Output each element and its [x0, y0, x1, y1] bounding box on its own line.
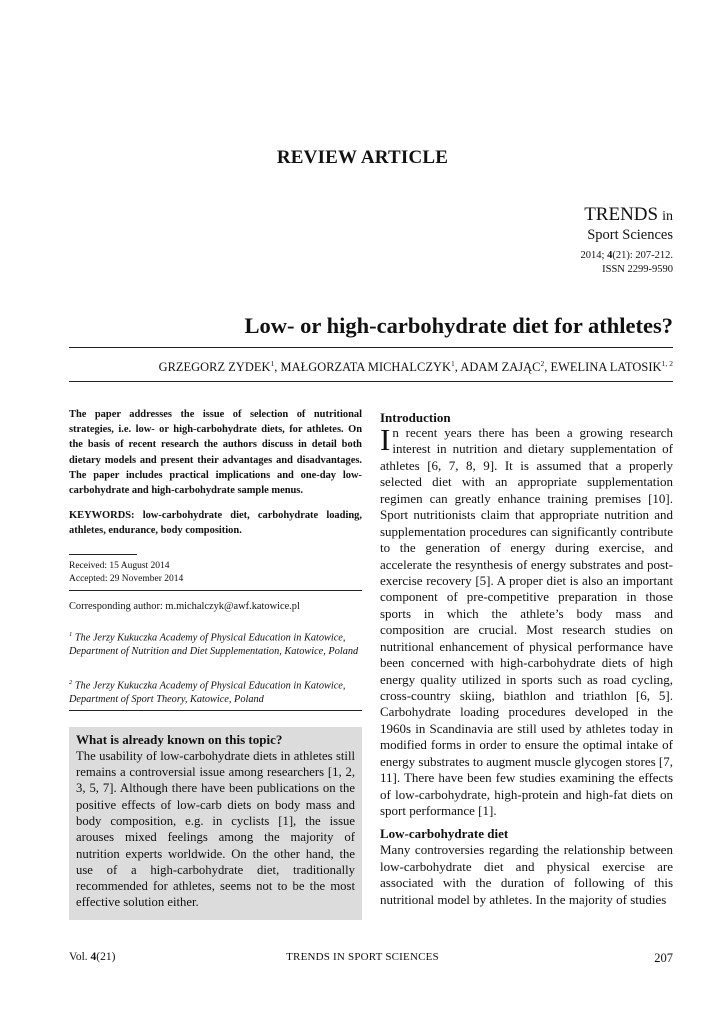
corresponding-author: Corresponding author: m.michalczyk@awf.katowice.pl: [69, 601, 300, 612]
author-affiliation-mark: 2: [540, 359, 545, 368]
footer-vol-issue: (21): [96, 951, 116, 963]
known-topic-box: [69, 727, 362, 920]
low-carb-paragraph: Many controversies regarding the relationship between low-carbohydrate diet and physical exercise are associated with the duration of following of this nutritional model by athletes. In the majority of studies: [380, 842, 673, 907]
title-rule: [69, 347, 673, 348]
low-carb-heading: Low-carbohydrate diet: [380, 826, 509, 841]
author-separator: ,: [544, 360, 551, 375]
affiliations-rule: [69, 710, 362, 711]
author-name: EWELINA LATOSIK: [550, 360, 662, 375]
affiliation-2-num: 2: [69, 679, 73, 686]
intro-heading: Introduction: [380, 410, 451, 425]
author-name: MAŁGORZATA MICHALCZYK: [280, 360, 451, 375]
issn: ISSN 2299-9590: [602, 264, 673, 275]
affiliation-2-text: The Jerzy Kukuczka Academy of Physical Education in Katowice, Department of Sport Theory, Katowice, Poland: [69, 680, 346, 706]
affiliation-1-num: 1: [69, 631, 73, 638]
footer-vol-number: 4: [90, 951, 97, 963]
author-affiliation-mark: 1, 2: [661, 359, 673, 368]
author-list: [159, 359, 673, 375]
authors-rule: [69, 381, 673, 382]
author-name: GRZEGORZ ZYDEK: [158, 360, 271, 375]
author-separator: ,: [454, 360, 461, 375]
known-topic-text: The usability of low-carbohydrate diets in athletes still remains a controversial issue among researchers [1, 2, 3, 5, 7]. Although there have been publications on the positive effects of low-carb diets on body mass and body composition, e.g. in cyclists [1], the issue arouses mixed feelings among the majority of nutrition experts worldwide. On the other hand, the use of a high-carbohydrate diet, traditionally recommended for athletes, seems not to be the most effective solution either.: [76, 748, 355, 910]
dates-rule: [69, 590, 362, 591]
author-affiliation-mark: 1: [270, 359, 275, 368]
section-label: REVIEW ARTICLE: [276, 147, 449, 168]
journal-info: [581, 204, 673, 277]
citation-year: 2014;: [580, 250, 608, 261]
author-name: ADAM ZAJĄC: [460, 360, 541, 375]
author-separator: ,: [274, 360, 281, 375]
received-date: Received: 15 August 2014: [69, 561, 170, 571]
footer-vol-prefix: Vol.: [69, 951, 91, 963]
known-topic-heading: What is already known on this topic?: [76, 732, 283, 747]
accepted-date: Accepted: 29 November 2014: [69, 573, 184, 584]
article-title: Low- or high-carbohydrate diet for athletes?: [244, 313, 673, 338]
affiliation-1: [69, 628, 362, 659]
author-affiliation-mark: 1: [450, 359, 455, 368]
journal-subtitle: Sport Sciences: [587, 227, 673, 243]
page-number: 207: [654, 951, 673, 965]
short-divider: [69, 554, 137, 555]
dates: [69, 560, 362, 585]
affiliation-2: [69, 676, 362, 707]
citation-pages: (21): 207-212.: [612, 250, 673, 261]
journal-in: in: [662, 209, 673, 224]
journal-citation: [581, 249, 673, 277]
intro-paragraph: [380, 422, 673, 820]
footer-journal: TRENDS IN SPORT SCIENCES: [286, 951, 439, 963]
journal-name: TRENDS: [584, 204, 659, 225]
keywords: KEYWORDS: low-carbohydrate diet, carbohydrate loading, athletes, endurance, body composition.: [69, 510, 362, 537]
intro-text: n recent years there has been a growing research interest in nutrition and dietary supplementation of athletes [6, 7, 8, 9]. It is assumed that a properly selected diet with an appropriate supplementation regimen can greatly enhance training premises [10]. Sport nutritionists claim that appropriate nutrition and supplementation procedures can significantly contribute to the generation of energy during exercise, and accelerate the resynthesis of energy substrates and post-exercise recovery [5]. A proper diet is also an important component of pre-competitive preparation in those sports in which the athlete’s body mass and composition are crucial. Most research studies on nutritional enhancement of physical performance have been concerned with high-carbohydrate diets of high energy quality utilized in sports such as road cycling, cross-country skiing, biathlon and triathlon [6, 5]. Carbohydrate loading procedures developed in the 1960s in Scandinavia are still used by athletes today in modified forms in order to ensure the optimal intake of energy substrates to augment muscle glycogen stores [7, 11]. There have been few studies examining the effects of low-carbohydrate, high-protein and high-fat diets on sport performance [1].: [380, 425, 673, 819]
abstract: The paper addresses the issue of selection of nutritional strategies, i.e. low- or high-carbohydrate diets, for athletes. On the basis of recent research the authors discuss in detail both dietary models and present their advantages and disadvantages. The paper includes practical implications and one-day low-carbohydrate and high-carbohydrate sample menus.: [69, 409, 362, 497]
citation-volume: 4: [607, 250, 613, 261]
intro-dropcap: I: [380, 422, 391, 457]
affiliation-1-text: The Jerzy Kukuczka Academy of Physical Education in Katowice, Department of Nutrition and Diet Supplementation, Katowice, Poland: [69, 632, 359, 658]
